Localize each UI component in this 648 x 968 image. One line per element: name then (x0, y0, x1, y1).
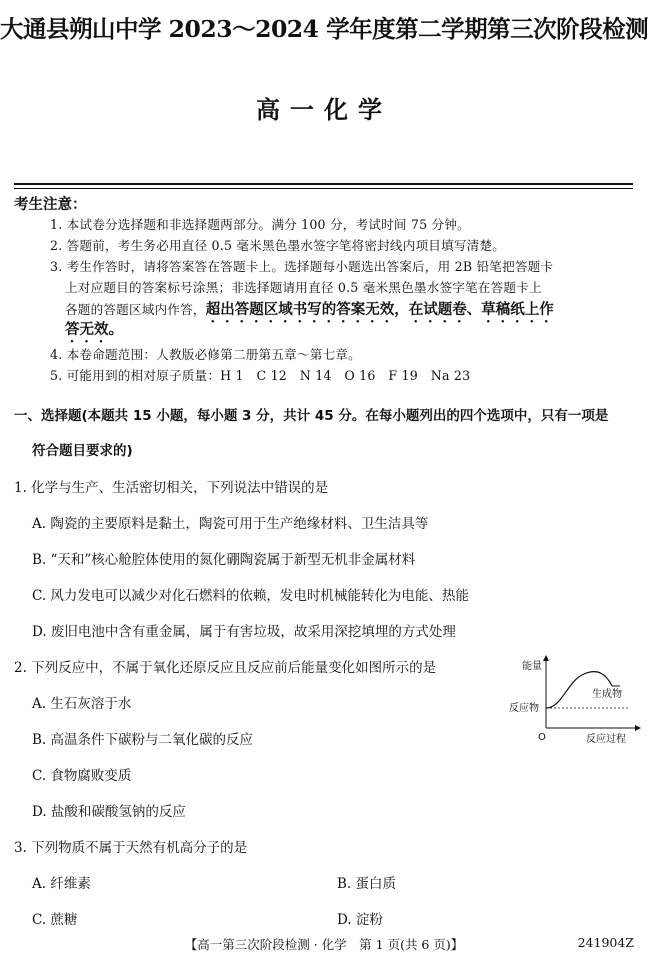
question-2-option-b: B. 高温条件下碳粉与二氧化碳的反应 (32, 732, 254, 748)
reaction-axis-label: 反应过程 (586, 734, 626, 745)
notice-item-3: 3. 考生作答时，请将答案答在答题卡上。选择题每小题选出答案后，用 2B 铅笔把答题卡 (50, 259, 554, 274)
header-rule-thin (14, 188, 633, 189)
paper-code: 241904Z (577, 935, 634, 950)
question-2-option-d: D. 盐酸和碳酸氢钠的反应 (32, 804, 186, 820)
question-3-option-a: A. 纤维素 (32, 876, 91, 892)
notice-item-3-cont2 (65, 298, 554, 326)
product-label: 生成物 (592, 689, 622, 700)
question-1-option-a: A. 陶瓷的主要原料是黏土，陶瓷可用于生产绝缘材料、卫生洁具等 (32, 516, 429, 532)
section-heading-cont: 符合题目要求的) (32, 443, 133, 459)
question-1-stem: 1. 化学与生产、生活密切相关，下列说法中错误的是 (14, 480, 329, 496)
notice-emphasis-1: 超出答题区域书写的答案无效，在试题卷、草稿纸上作 (205, 302, 554, 318)
notice-heading: 考生注意： (14, 197, 87, 213)
reactant-label: 反应物 (509, 703, 539, 714)
notice-item-2: 2. 答题前，考生务必用直径 0.5 毫米黑色墨水签字笔将密封线内项目填写清楚。 (50, 238, 506, 253)
question-3-option-b: B. 蛋白质 (337, 876, 397, 892)
question-3-option-c: C. 蔗糖 (32, 912, 78, 928)
question-3-stem: 3. 下列物质不属于天然有机高分子的是 (14, 840, 248, 856)
notice-item-4: 4. 本卷命题范围：人教版必修第二册第五章～第七章。 (50, 347, 361, 362)
notice-item-1: 1. 本试卷分选择题和非选择题两部分。满分 100 分，考试时间 75 分钟。 (50, 217, 470, 232)
notice-item-3-text: 各题的答题区域内作答， (65, 302, 206, 317)
energy-diagram (502, 652, 642, 746)
question-1-option-b: B. “天和”核心舱腔体使用的氮化硼陶瓷属于新型无机非金属材料 (32, 552, 416, 568)
subject-title: 高一化学 (256, 96, 392, 124)
page-footer: 【高一第三次阶段检测 · 化学 第 1 页(共 6 页)】 (184, 937, 464, 952)
origin-label: O (538, 732, 546, 743)
question-1-option-d: D. 废旧电池中含有重金属，属于有害垃圾，故采用深挖填埋的方式处理 (32, 624, 456, 640)
question-2-stem: 2. 下列反应中，不属于氧化还原反应且反应前后能量变化如图所示的是 (14, 660, 437, 676)
energy-axis-label: 能量 (522, 661, 542, 672)
notice-emphasis-2: 答无效。 (65, 322, 123, 338)
header-rule-thick (14, 183, 633, 185)
question-2-option-a: A. 生石灰溶于水 (32, 696, 132, 712)
question-2-option-c: C. 食物腐败变质 (32, 768, 132, 784)
section-heading: 一、选择题(本题共 15 小题，每小题 3 分，共计 45 分。在每小题列出的四个选项中，只有一项是 (14, 408, 609, 424)
exam-title: 大通县朔山中学 2023～2024 学年度第二学期第三次阶段检测 (0, 15, 648, 43)
notice-item-5: 5. 可能用到的相对原子质量：H 1 C 12 N 14 O 16 F 19 Na 23 (50, 368, 471, 383)
question-1-option-c: C. 风力发电可以减少对化石燃料的依赖，发电时机械能转化为电能、热能 (32, 588, 469, 604)
notice-item-3-cont: 上对应题目的答案标号涂黑；非选择题请用直径 0.5 毫米黑色墨水签字笔在答题卡上 (65, 280, 542, 295)
question-3-option-d: D. 淀粉 (337, 912, 383, 928)
